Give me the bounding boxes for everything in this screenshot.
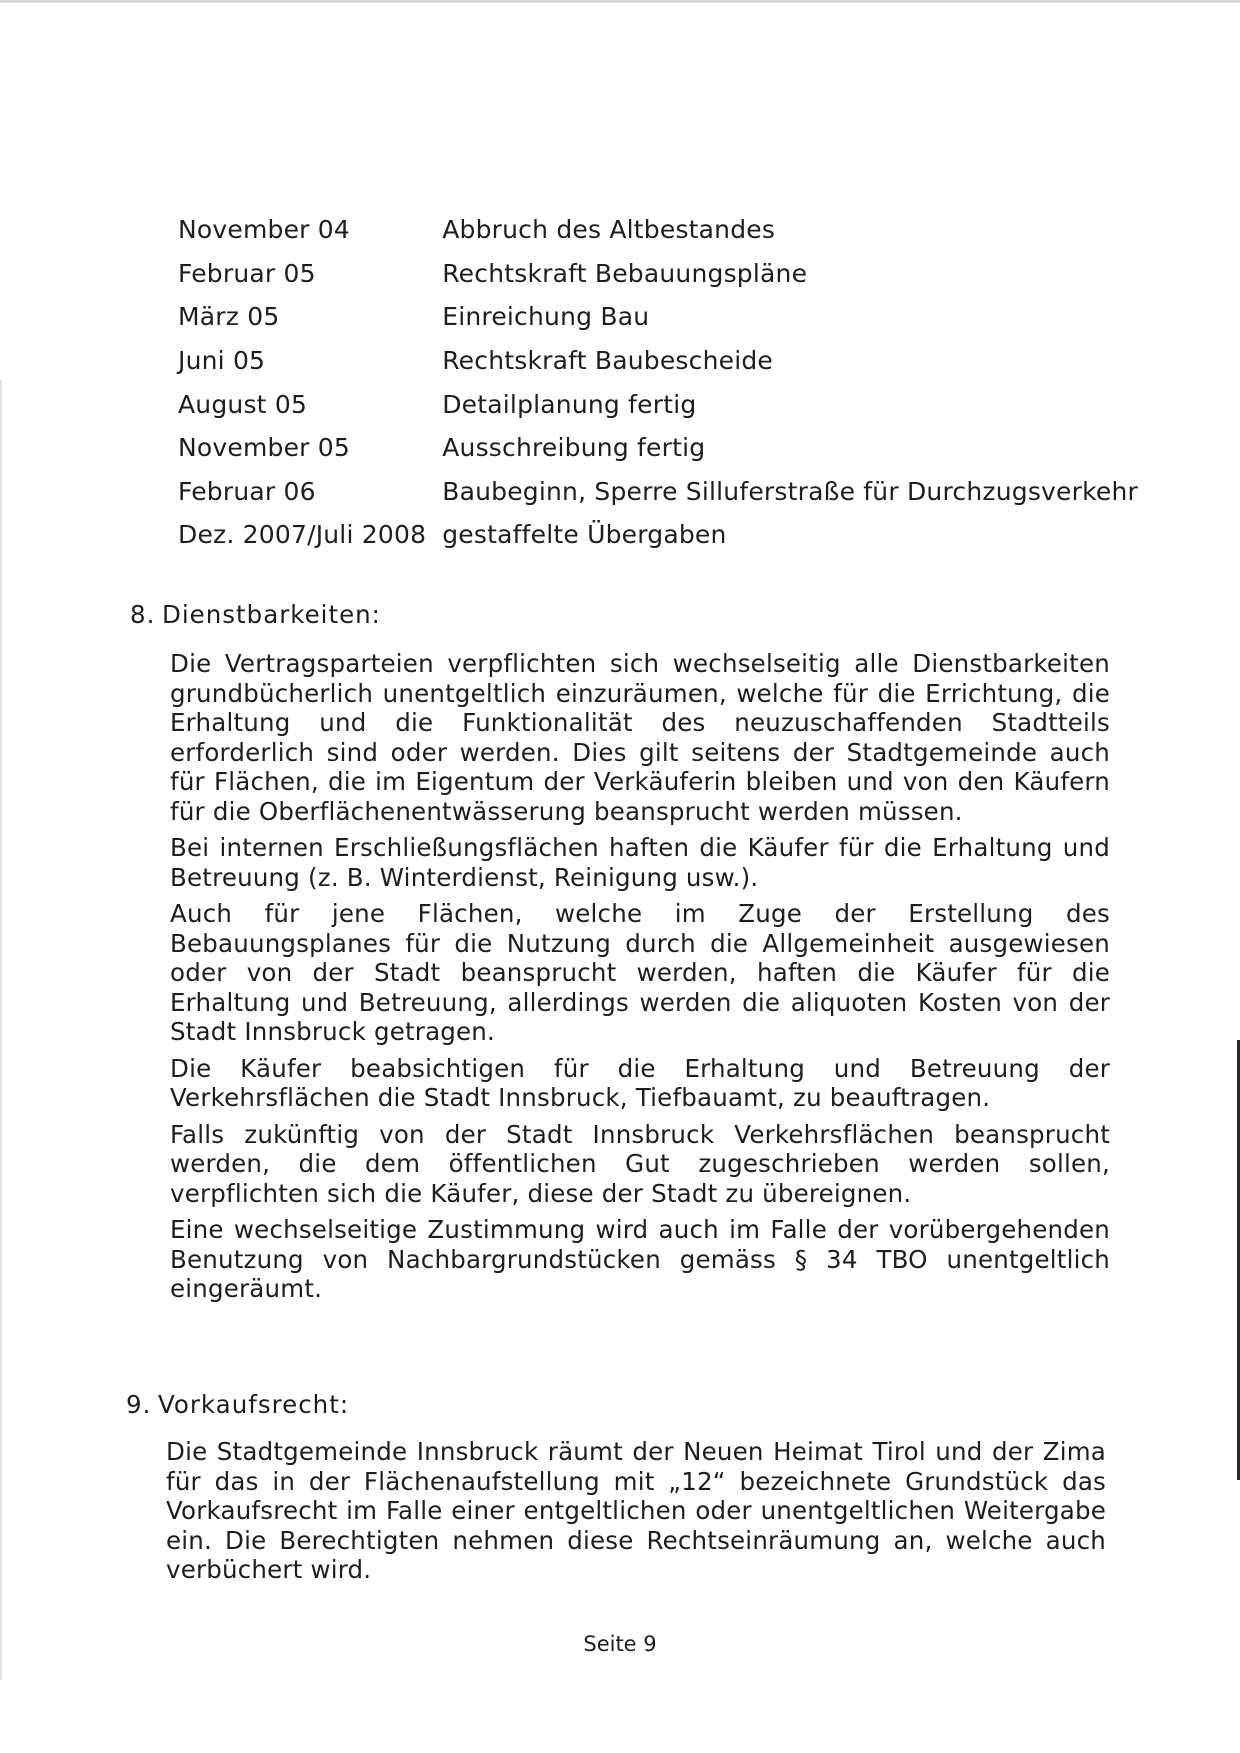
scan-edge-left xyxy=(0,380,2,1680)
page-edge xyxy=(0,0,1240,3)
section-number: 9. xyxy=(126,1390,152,1419)
section-vorkaufsrecht xyxy=(126,1390,1106,1592)
schedule-date: Februar 06 xyxy=(178,476,316,506)
schedule-row xyxy=(178,339,1138,383)
paragraph: Die Käufer beabsichtigen für die Erhaltung und Betreuung der Verkehrsflächen die Stadt Innsbruck, Tiefbauamt, zu beauftragen. xyxy=(170,1053,1110,1112)
schedule-event: gestaffelte Übergaben xyxy=(442,520,727,550)
paragraph: Die Vertragsparteien verpflichten sich wechselseitig alle Dienstbarkeiten grundbücherlich unentgeltlich einzuräumen, welche für die Errichtung, die Erhaltung und die Funktionalität des neuzuschaffenden Stadtteils erforderlich sind oder werden. Dies gilt seitens der Stadtgemeinde auch für Flächen, die im Eigentum der Verkäuferin bleiben und von den Käufern für die Oberflächenentwässerung beansprucht werden müssen. xyxy=(170,649,1110,826)
schedule-row xyxy=(178,426,1138,470)
schedule-row xyxy=(178,513,1138,557)
section-title: Vorkaufsrecht: xyxy=(158,1390,350,1419)
paragraph: Auch für jene Flächen, welche im Zuge der Erstellung des Bebauungsplanes für die Nutzung durch die Allgemeinheit ausgewiesen oder von der Stadt beansprucht werden, haften die Käufer für die Erhaltung und Betreuung, allerdings werden die aliquoten Kosten von der Stadt Innsbruck getragen. xyxy=(170,899,1110,1046)
paragraph: Falls zukünftig von der Stadt Innsbruck Verkehrsflächen beansprucht werden, die dem öffentlichen Gut zugeschrieben werden sollen, verpflichten sich die Käufer, diese der Stadt zu übereignen. xyxy=(170,1119,1110,1208)
paragraph: Eine wechselseitige Zustimmung wird auch im Falle der vorübergehenden Benutzung von Nachbargrundstücken gemäss § 34 TBO unentgeltlich eingeräumt. xyxy=(170,1215,1110,1303)
section-heading xyxy=(126,1390,1106,1419)
section-body xyxy=(166,1437,1106,1585)
section-title: Dienstbarkeiten: xyxy=(162,600,381,629)
section-dienstbarkeiten xyxy=(130,600,1110,1311)
schedule-date: August 05 xyxy=(178,389,308,419)
schedule-date: Februar 05 xyxy=(178,258,316,288)
schedule-event: Baubeginn, Sperre Silluferstraße für Durchzugsverkehr xyxy=(442,476,1138,506)
schedule-date: März 05 xyxy=(178,302,280,332)
schedule-row xyxy=(178,252,1138,296)
schedule-event: Rechtskraft Bebauungspläne xyxy=(442,258,808,288)
schedule-date: November 05 xyxy=(178,433,351,463)
schedule-event: Einreichung Bau xyxy=(442,302,650,332)
schedule-row xyxy=(178,295,1138,339)
schedule-event: Detailplanung fertig xyxy=(442,389,697,419)
schedule-date: November 04 xyxy=(178,215,351,245)
schedule-event: Rechtskraft Baubescheide xyxy=(442,346,774,376)
schedule-event: Abbruch des Altbestandes xyxy=(442,215,776,245)
paragraph: Bei internen Erschließungsflächen haften die Käufer für die Erhaltung und Betreuung (z. B. Winterdienst, Reinigung usw.). xyxy=(170,833,1110,892)
section-number: 8. xyxy=(130,600,156,629)
schedule-date: Juni 05 xyxy=(178,346,266,376)
schedule-row xyxy=(178,470,1138,514)
schedule-row xyxy=(178,208,1138,252)
page-number: Seite 9 xyxy=(583,1632,657,1656)
schedule-row xyxy=(178,382,1138,426)
section-heading xyxy=(130,600,1110,629)
schedule-table xyxy=(178,208,1138,557)
section-body xyxy=(170,649,1110,1304)
paragraph: Die Stadtgemeinde Innsbruck räumt der Neuen Heimat Tirol und der Zima für das in der Flächenaufstellung mit „12“ bezeichnete Grundstück das Vorkaufsrecht im Falle einer entgeltlichen oder unentgeltlichen Weitergabe ein. Die Berechtigten nehmen diese Rechtseinräumung an, welche auch verbüchert wird. xyxy=(166,1437,1106,1584)
schedule-event: Ausschreibung fertig xyxy=(442,433,706,463)
schedule-date: Dez. 2007/Juli 2008 xyxy=(178,520,427,550)
